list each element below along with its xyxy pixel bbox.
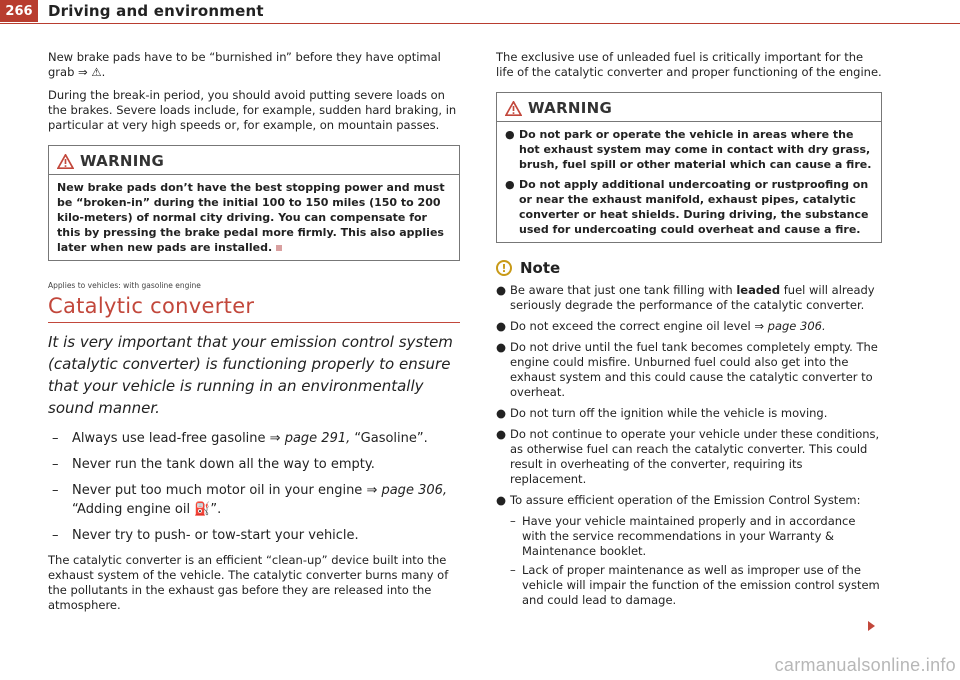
dash-bullet: – bbox=[52, 483, 59, 498]
warning-item-text: Do not park or operate the vehicle in areas where the hot exhaust system may come in contact with dry grass, brush, fuel spill or other material which can cause a fire. bbox=[519, 128, 872, 171]
note-item bbox=[496, 427, 882, 487]
note-exclamation-icon: ! bbox=[496, 260, 512, 276]
note-item-text: Do not turn off the ignition while the vehicle is moving. bbox=[510, 406, 828, 420]
catalytic-description-paragraph: The catalytic converter is an efficient “clean-up” device built into the exhaust system of the vehicle. The catalytic converter burns many of the pollutants in the exhaust gas before they are released into the atmosphere. bbox=[48, 553, 449, 612]
note-item bbox=[496, 319, 882, 334]
note-item bbox=[496, 406, 882, 421]
break-in-paragraph: During the break-in period, you should avoid putting severe loads on the brakes. Severe loads include, for example, sudden hard braking, in particular at very high speeds or, for example, on mountain passes. bbox=[48, 88, 457, 132]
applies-to-note: Applies to vehicles: with gasoline engine bbox=[48, 281, 201, 290]
page-reference-link[interactable]: page 306. bbox=[767, 319, 826, 333]
note-item-text: Do not exceed the correct engine oil level ⇒ page 306. bbox=[510, 319, 826, 333]
page-number: 266 bbox=[0, 0, 38, 22]
brake-warning-box bbox=[48, 145, 460, 261]
note-subitem-text: Lack of proper maintenance as well as improper use of the vehicle will impair the function of the emission control system and could lead to damage. bbox=[522, 563, 880, 607]
warning-item-text: Do not apply additional undercoating or rustproofing on or near the exhaust manifold, exhaust pipes, catalytic converter or heat shields. During driving, the substance used for undercoating could overheat and cause a fire. bbox=[519, 178, 869, 236]
note-header bbox=[496, 259, 882, 277]
list-item bbox=[48, 429, 460, 448]
list-item-text: Never put too much motor oil in your engine ⇒ page 306, “Adding engine oil ⛽”. bbox=[72, 483, 448, 517]
note-subitem bbox=[510, 563, 882, 608]
note-list bbox=[496, 283, 882, 608]
bullet-dot: ● bbox=[496, 283, 507, 297]
list-item bbox=[48, 526, 460, 545]
fire-warning-box bbox=[496, 92, 882, 243]
list-item bbox=[48, 455, 460, 474]
dash-bullet: – bbox=[510, 514, 516, 528]
note-item bbox=[496, 493, 882, 508]
note-item bbox=[496, 283, 882, 313]
section-title: Driving and environment bbox=[48, 2, 264, 20]
warning-body bbox=[49, 175, 459, 260]
note-subitem-text: Have your vehicle maintained properly and in accordance with the service recommendations in your Warranty & Maintenance booklet. bbox=[522, 514, 856, 558]
catalytic-converter-heading: Catalytic converter bbox=[48, 294, 460, 323]
note-item-text: To assure efficient operation of the Emission Control System: bbox=[510, 493, 861, 507]
list-item bbox=[48, 481, 460, 519]
warning-item bbox=[505, 127, 873, 172]
dash-bullet: – bbox=[52, 457, 59, 472]
warning-text: New brake pads don’t have the best stopping power and must be “broken-in” during the initial 100 to 150 miles (150 to 200 kilo-meters) of normal city driving. You can compensate for this by pressing the brake pedal more firmly. This also applies later when new pads are installed. bbox=[57, 181, 445, 254]
warning-triangle-icon bbox=[505, 101, 522, 116]
list-item-text: Never try to push- or tow-start your vehicle. bbox=[72, 528, 359, 543]
list-item-text: Never run the tank down all the way to empty. bbox=[72, 457, 375, 472]
bullet-dot: ● bbox=[505, 178, 515, 191]
left-column bbox=[48, 50, 460, 621]
continue-arrow-icon bbox=[868, 621, 875, 631]
bullet-dot: ● bbox=[505, 128, 515, 141]
dash-bullet: – bbox=[52, 431, 59, 446]
warning-title: WARNING bbox=[528, 99, 613, 117]
bullet-dot: ● bbox=[496, 406, 507, 420]
note-item-text: Be aware that just one tank filling with leaded fuel will already seriously degrade the performance of the catalytic converter. bbox=[510, 283, 875, 312]
warning-header bbox=[497, 93, 881, 122]
bullet-dot: ● bbox=[496, 427, 507, 441]
header-rule bbox=[0, 23, 960, 24]
warning-body bbox=[497, 122, 881, 242]
warning-header bbox=[49, 146, 459, 175]
list-item-text: Always use lead-free gasoline ⇒ page 291, “Gasoline”. bbox=[72, 431, 428, 446]
warning-item bbox=[505, 177, 873, 237]
note-item bbox=[496, 340, 882, 400]
watermark: carmanualsonline.info bbox=[774, 655, 956, 675]
page-reference-link[interactable]: page 306, bbox=[381, 483, 448, 498]
bullet-dot: ● bbox=[496, 493, 507, 507]
note-item-text: Do not drive until the fuel tank becomes completely empty. The engine could misfire. Unburned fuel could also get into the exhaust system and this could cause the catalytic converter to overheat. bbox=[510, 340, 878, 399]
note-title: Note bbox=[520, 259, 561, 277]
warning-title: WARNING bbox=[80, 152, 165, 170]
page-reference-link[interactable]: page 291, bbox=[284, 431, 351, 446]
right-column bbox=[496, 50, 882, 612]
instruction-list bbox=[48, 429, 460, 545]
bullet-dot: ● bbox=[496, 319, 507, 333]
dash-bullet: – bbox=[510, 563, 516, 577]
dash-bullet: – bbox=[52, 528, 59, 543]
burnish-paragraph: New brake pads have to be “burnished in” before they have optimal grab ⇒ ⚠. bbox=[48, 50, 441, 79]
warning-triangle-icon bbox=[57, 154, 74, 169]
note-subitem bbox=[510, 514, 882, 559]
end-marker-icon bbox=[276, 245, 282, 251]
bullet-dot: ● bbox=[496, 340, 507, 354]
intro-paragraph: It is very important that your emission control system (catalytic converter) is functioning properly to ensure that your vehicle is running in an environmentally sound manner. bbox=[48, 333, 453, 417]
note-item-text: Do not continue to operate your vehicle under these conditions, as otherwise fuel can reach the catalytic converter. This could result in overheating of the converter, requiring its replacement. bbox=[510, 427, 880, 486]
unleaded-fuel-paragraph: The exclusive use of unleaded fuel is critically important for the life of the catalytic converter and proper functioning of the engine. bbox=[496, 50, 882, 79]
